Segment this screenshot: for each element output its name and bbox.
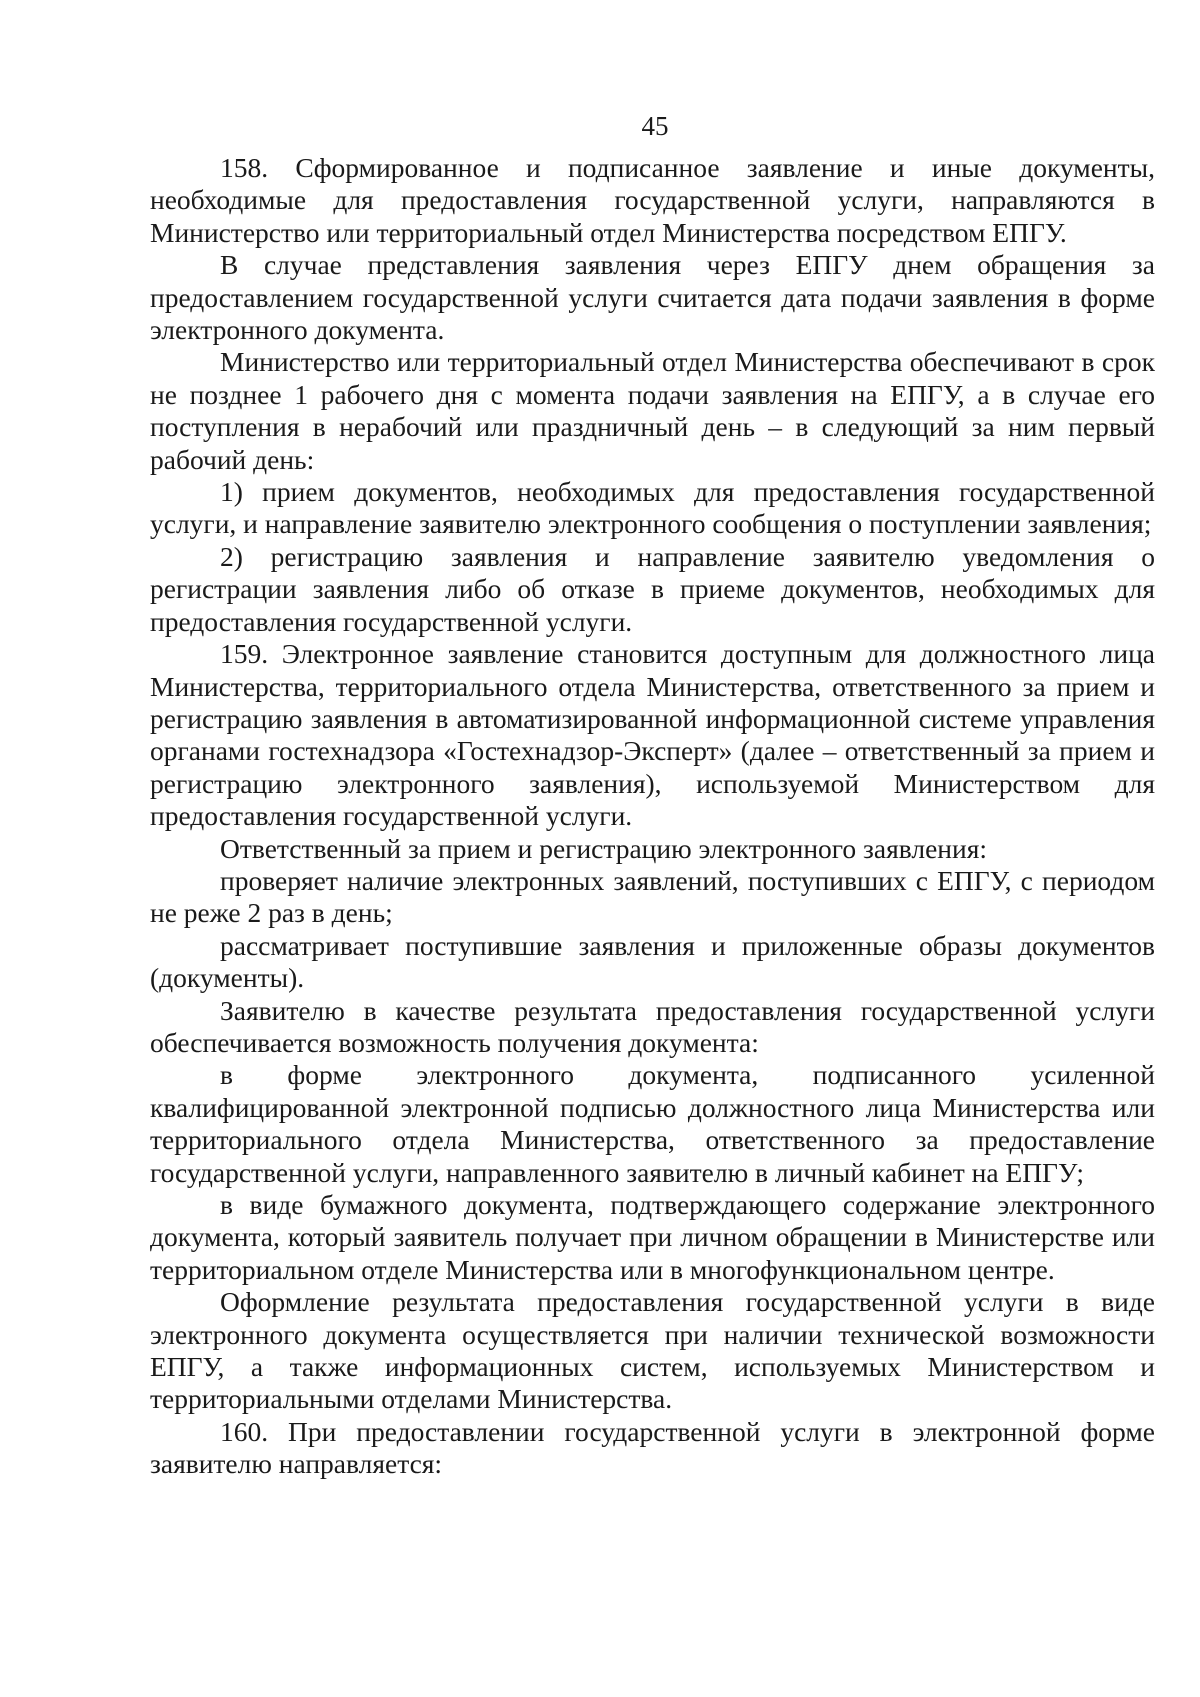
paragraph-responsible-person: Ответственный за прием и регистрацию электронного заявления: (220, 832, 988, 864)
paragraph-160: 160. При предоставлении государственной услуги в электронной форме заявителю направляется: (150, 1415, 1155, 1480)
paragraph-paper-form: в виде бумажного документа, подтверждающего содержание электронного документа, который заявитель получает при личном обращении в Министерстве или территориальном отделе Министерства или в многофункциональном центре. (150, 1189, 1155, 1285)
paragraph-158: 158. Сформированное и подписанное заявление и иные документы, необходимые для предоставления государственной услуги, направляются в Министерство или территориальный отдел Министерства посредством ЕПГУ. (150, 152, 1155, 248)
paragraph-checks: проверяет наличие электронных заявлений, поступивших с ЕПГУ, с периодом не реже 2 раз в день; (150, 864, 1155, 929)
paragraph-reviews: рассматривает поступившие заявления и приложенные образы документов (документы). (150, 929, 1155, 994)
list-item-2: 2) регистрацию заявления и направление заявителю уведомления о регистрации заявления либо об отказе в приеме документов, необходимых для предоставления государственной услуги. (150, 540, 1155, 637)
paragraph-ministry-provides: Министерство или территориальный отдел Министерства обеспечивают в срок не позднее 1 рабочего дня с момента подачи заявления на ЕПГУ, а в случае его поступления в нерабочий или праздничный день – в следующий за ним первый рабочий день: (150, 346, 1155, 475)
list-item-1: 1) прием документов, необходимых для предоставления государственной услуги, и направление заявителю электронного сообщения о поступлении заявления; (150, 476, 1155, 540)
paragraph-result-options: Заявителю в качестве результата предоставления государственной услуги обеспечивается возможность получения документа: (150, 994, 1155, 1058)
document-body (150, 152, 1155, 1481)
paragraph-159: 159. Электронное заявление становится доступным для должностного лица Министерства, территориального отдела Министерства, ответственного за прием и регистрацию заявления в автоматизированной информационной системе управления органами гостехнадзора «Гостехнадзор-Эксперт» (далее – ответственный за прием и регистрацию электронного заявления), используемой Министерством для предоставления государственной услуги. (150, 638, 1155, 832)
paragraph-epgu-submission-date: В случае представления заявления через ЕПГУ днем обращения за предоставлением государственной услуги считается дата подачи заявления в форме электронного документа. (150, 249, 1155, 346)
paragraph-electronic-form: в форме электронного документа, подписанного усиленной квалифицированной электронной подписью должностного лица Министерства или территориального отдела Министерства, ответственного за предоставление государственной услуги, направленного заявителю в личный кабинет на ЕПГУ; (150, 1059, 1155, 1188)
page-number: 45 (641, 111, 669, 141)
paragraph-result-formatting: Оформление результата предоставления государственной услуги в виде электронного документа осуществляется при наличии технической возможности ЕПГУ, а также информационных систем, используемых Министерством и территориальными отделами Министерства. (150, 1286, 1155, 1415)
